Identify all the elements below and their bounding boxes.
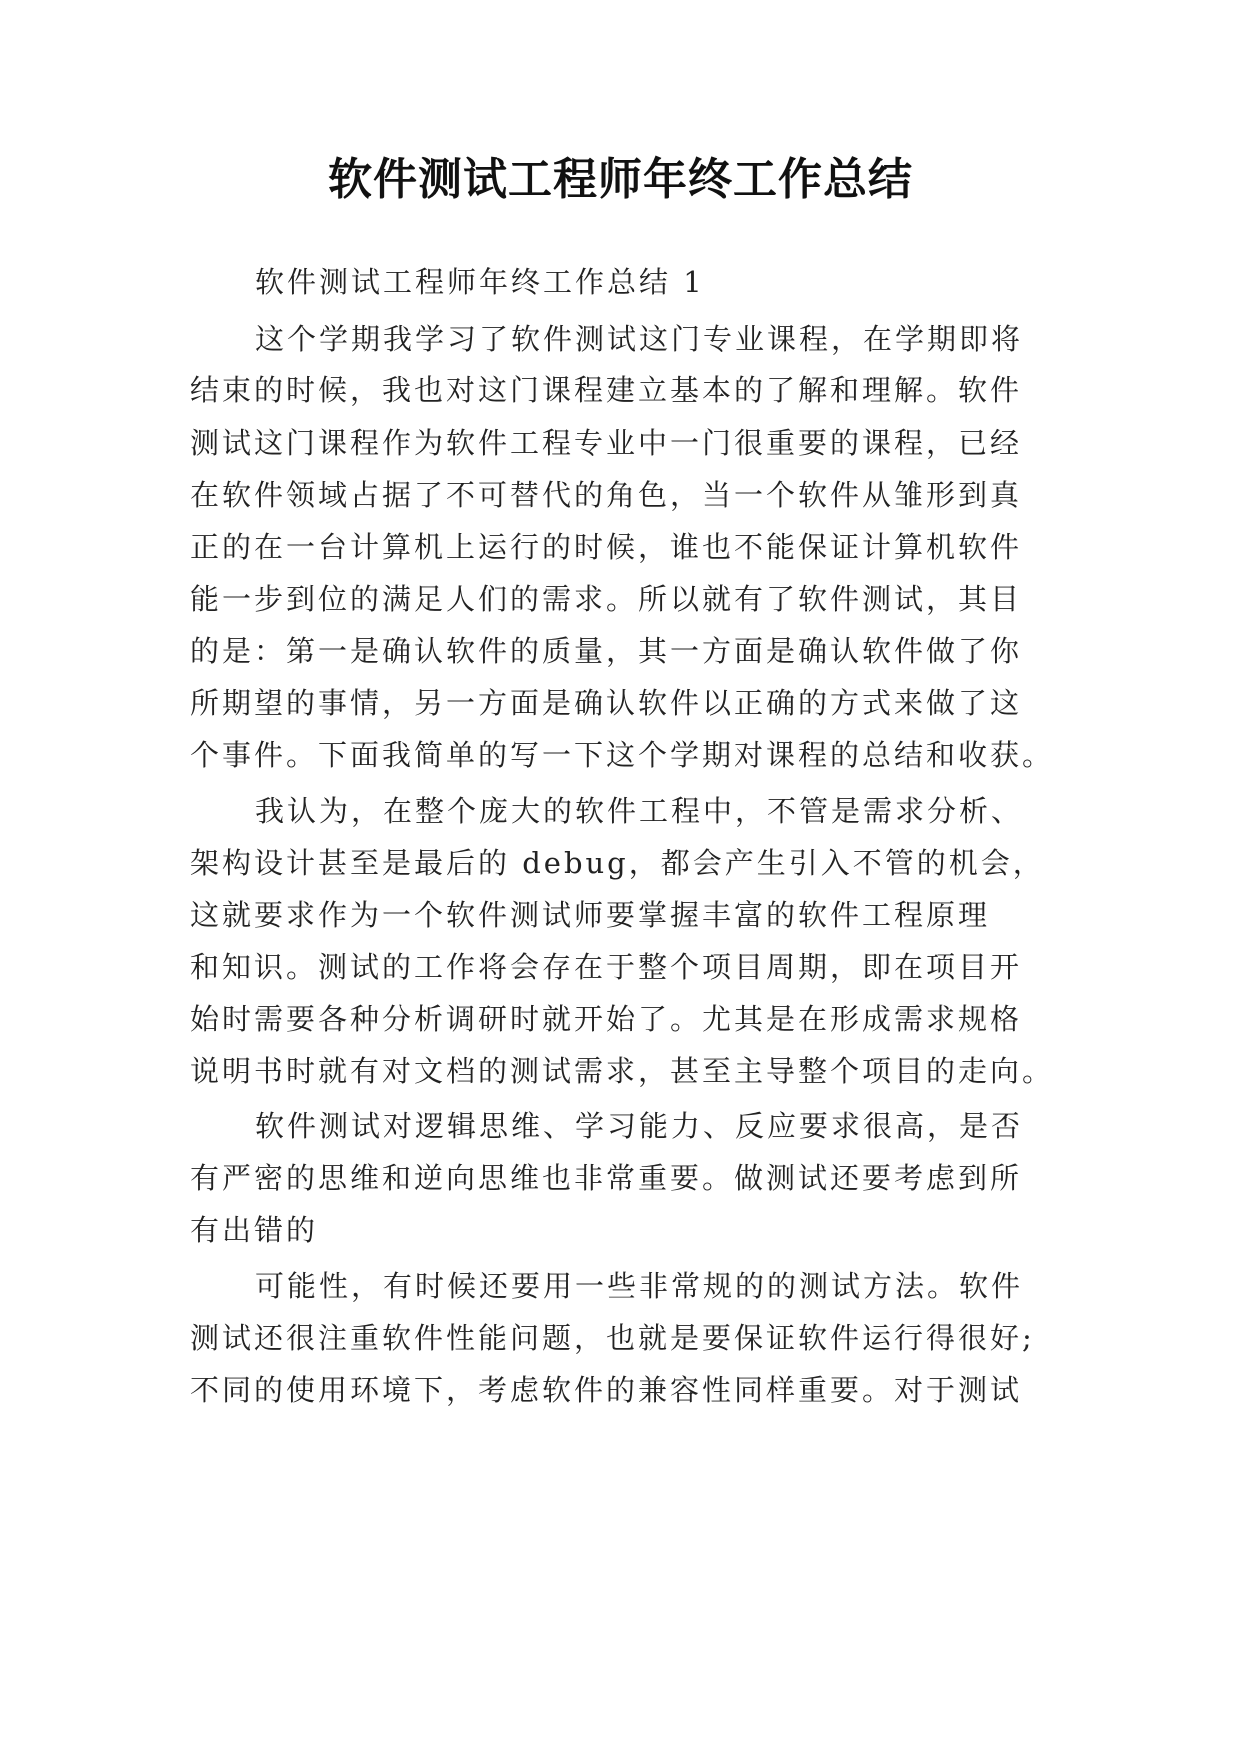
paragraph-line: 和知识。测试的工作将会存在于整个项目周期，即在项目开 (190, 950, 1023, 984)
paragraph-line: 不同的使用环境下，考虑软件的兼容性同样重要。对于测试 (190, 1373, 1023, 1407)
paragraph-line: 我认为，在整个庞大的软件工程中，不管是需求分析、 (255, 794, 1024, 828)
paragraph-line: 软件测试对逻辑思维、学习能力、反应要求很高，是否 (255, 1109, 1024, 1143)
paragraph-line: 这个学期我学习了软件测试这门专业课程，在学期即将 (255, 322, 1024, 356)
paragraph-line: 正的在一台计算机上运行的时候，谁也不能保证计算机软件 (190, 530, 1023, 564)
paragraph-line: 的是：第一是确认软件的质量，其一方面是确认软件做了你 (190, 634, 1023, 668)
paragraph-line: 在软件领域占据了不可替代的角色，当一个软件从雏形到真 (190, 478, 1023, 512)
paragraph-line: 有严密的思维和逆向思维也非常重要。做测试还要考虑到所 (190, 1161, 1023, 1195)
paragraph-line: 个事件。下面我简单的写一下这个学期对课程的总结和收获。 (190, 738, 1055, 772)
paragraph-line: 所期望的事情，另一方面是确认软件以正确的方式来做了这 (190, 686, 1023, 720)
document-title: 软件测试工程师年终工作总结 (328, 154, 913, 205)
section-heading: 软件测试工程师年终工作总结 1 (255, 265, 705, 299)
paragraph-line: 结束的时候，我也对这门课程建立基本的了解和理解。软件 (190, 373, 1023, 407)
paragraph-line: 有出错的 (190, 1213, 319, 1247)
paragraph-line: 说明书时就有对文档的测试需求，甚至主导整个项目的走向。 (190, 1054, 1055, 1088)
paragraph-line: 始时需要各种分析调研时就开始了。尤其是在形成需求规格 (190, 1002, 1023, 1036)
paragraph-line: 测试还很注重软件性能问题，也就是要保证软件运行得很好; (190, 1321, 1035, 1355)
paragraph-line: 可能性，有时候还要用一些非常规的的测试方法。软件 (255, 1269, 1024, 1303)
paragraph-line: 能一步到位的满足人们的需求。所以就有了软件测试，其目 (190, 582, 1023, 616)
paragraph-line: 测试这门课程作为软件工程专业中一门很重要的课程，已经 (190, 426, 1023, 460)
paragraph-line: 这就要求作为一个软件测试师要掌握丰富的软件工程原理 (190, 898, 991, 932)
paragraph-line: 架构设计甚至是最后的 debug，都会产生引入不管的机会， (190, 846, 1045, 880)
